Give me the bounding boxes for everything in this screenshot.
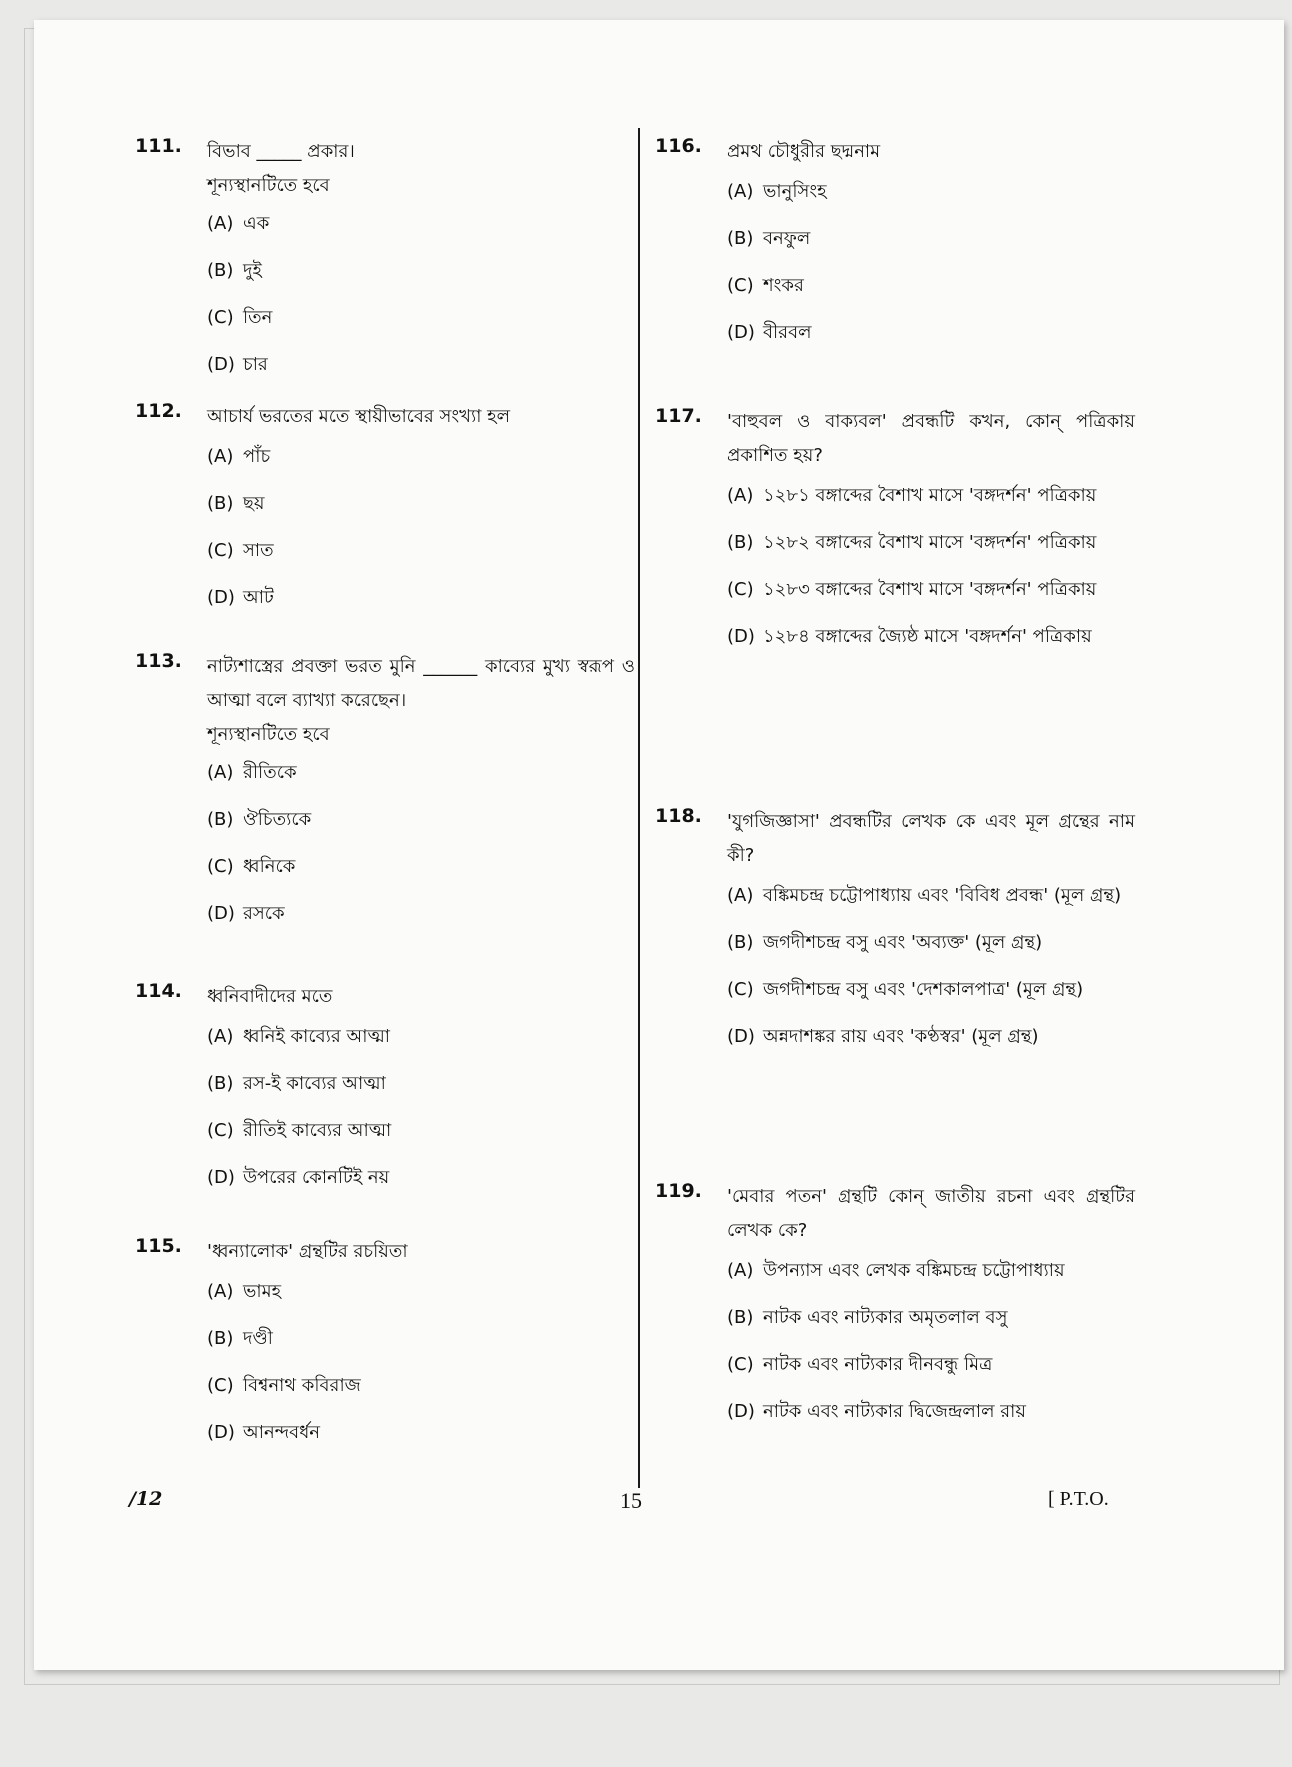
option-text: রস-ই কাব্যের আত্মা: [243, 1073, 386, 1094]
question-number: 112.: [135, 400, 182, 422]
question-text: বিভাব _____ প্রকার।: [207, 141, 355, 162]
question-number: 119.: [655, 1180, 702, 1202]
question-text: 'যুগজিজ্ঞাসা' প্রবন্ধটির লেখক কে এবং মূল গ্রন্থের নাম কী?: [727, 811, 1135, 866]
option-text: ধ্বনিকে: [243, 856, 296, 877]
option-d[interactable]: [727, 622, 1135, 652]
option-text: রীতিই কাব্যের আত্মা: [243, 1120, 392, 1141]
option-text: ১২৮৪ বঙ্গাব্দের জ্যৈষ্ঠ মাসে 'বঙ্গদর্শন' পত্রিকায়: [763, 626, 1092, 647]
option-label: (D): [207, 1422, 235, 1443]
option-label: (B): [727, 1307, 754, 1328]
option-label: (A): [207, 762, 234, 783]
options: [207, 758, 635, 929]
option-label: (C): [207, 307, 234, 328]
option-text: তিন: [243, 307, 273, 328]
option-label: (C): [207, 1375, 234, 1396]
option-text: চার: [243, 354, 268, 375]
option-c[interactable]: [207, 852, 635, 882]
option-text: ১২৮২ বঙ্গাব্দের বৈশাখ মাসে 'বঙ্গদর্শন' পত্রিকায়: [763, 532, 1097, 553]
question-text: 'বাহুবল ও বাক্যবল' প্রবন্ধটি কখন, কোন্ পত্রিকায় প্রকাশিত হয়?: [727, 411, 1135, 466]
option-text: শংকর: [763, 275, 804, 296]
question-note: শূন্যস্থানটিতে হবে: [207, 175, 330, 196]
options: [727, 177, 1135, 348]
option-label: (C): [207, 540, 234, 561]
option-text: ভানুসিংহ: [763, 181, 827, 202]
question-118: [655, 805, 1135, 1180]
option-text: ছয়: [243, 493, 265, 514]
option-c[interactable]: [727, 575, 1135, 605]
question-text: নাট্যশাস্ত্রের প্রবক্তা ভরত মুনি ______ কাব্যের মুখ্য স্বরূপ ও আত্মা বলে ব্যাখ্যা করেছেন।: [207, 656, 635, 711]
option-label: (B): [207, 493, 234, 514]
option-text: বিশ্বনাথ কবিরাজ: [243, 1375, 361, 1396]
option-label: (D): [207, 354, 235, 375]
option-label: (C): [727, 979, 754, 1000]
option-label: (A): [207, 446, 234, 467]
option-label: (B): [207, 1073, 234, 1094]
question-text: ধ্বনিবাদীদের মতে: [207, 986, 333, 1007]
question-119: [655, 1180, 1135, 1427]
right-column: [655, 135, 1135, 1444]
option-label: (D): [207, 587, 235, 608]
option-label: (D): [727, 1026, 755, 1047]
options: [727, 1256, 1135, 1427]
question-text: 'ধ্বন্যালোক' গ্রন্থটির রচয়িতা: [207, 1241, 408, 1262]
option-a[interactable]: [207, 758, 635, 788]
option-text: নাটক এবং নাট্যকার দ্বিজেন্দ্রলাল রায়: [763, 1401, 1026, 1422]
question-116: [655, 135, 1135, 405]
question-number: 118.: [655, 805, 702, 827]
option-text: বঙ্কিমচন্দ্র চট্টোপাধ্যায় এবং 'বিবিধ প্রবন্ধ' (মূল গ্রন্থ): [763, 885, 1122, 906]
question-text: প্রমথ চৌধুরীর ছদ্মনাম: [727, 141, 881, 162]
options: [207, 1277, 635, 1448]
option-text: ১২৮১ বঙ্গাব্দের বৈশাখ মাসে 'বঙ্গদর্শন' পত্রিকায়: [763, 485, 1097, 506]
question-number: 117.: [655, 405, 702, 427]
option-a[interactable]: [727, 881, 1135, 911]
option-text: এক: [243, 213, 270, 234]
option-d[interactable]: [207, 899, 635, 929]
left-column: [135, 135, 635, 1465]
option-label: (A): [727, 485, 754, 506]
option-text: জগদীশচন্দ্র বসু এবং 'অব্যক্ত' (মূল গ্রন্থ): [763, 932, 1043, 953]
option-label: (B): [207, 809, 234, 830]
question-112: [135, 400, 635, 650]
option-text: নাটক এবং নাট্যকার দীনবন্ধু মিত্র: [763, 1354, 993, 1375]
option-text: ঔচিত্যকে: [243, 809, 312, 830]
option-b[interactable]: [207, 256, 635, 286]
option-text: উপন্যাস এবং লেখক বঙ্কিমচন্দ্র চট্টোপাধ্যায়: [763, 1260, 1065, 1281]
option-b[interactable]: [727, 224, 1135, 254]
option-c[interactable]: [727, 271, 1135, 301]
options: [207, 442, 635, 613]
option-a[interactable]: [727, 177, 1135, 207]
option-text: রীতিকে: [243, 762, 297, 783]
option-c[interactable]: [207, 1116, 635, 1146]
option-text: ভামহ: [243, 1281, 282, 1302]
question-number: 111.: [135, 135, 182, 157]
option-label: (A): [727, 181, 754, 202]
option-label: (A): [207, 1281, 234, 1302]
column-divider: [638, 128, 640, 1488]
question-111: [135, 135, 635, 400]
question-text: 'মেবার পতন' গ্রন্থটি কোন্ জাতীয় রচনা এবং গ্রন্থটির লেখক কে?: [727, 1186, 1135, 1241]
option-text: বীরবল: [763, 322, 812, 343]
option-a[interactable]: [207, 442, 635, 472]
option-a[interactable]: [727, 1256, 1135, 1286]
option-label: (B): [727, 532, 754, 553]
option-d[interactable]: [207, 350, 635, 380]
option-label: (A): [207, 213, 234, 234]
option-label: (C): [207, 1120, 234, 1141]
pto-label: [ P.T.O.: [1048, 1488, 1109, 1510]
option-label: (C): [727, 1354, 754, 1375]
option-c[interactable]: [727, 1350, 1135, 1380]
option-label: (B): [207, 1328, 234, 1349]
option-c[interactable]: [207, 303, 635, 333]
option-label: (A): [727, 885, 754, 906]
options: [727, 481, 1135, 652]
question-number: 115.: [135, 1235, 182, 1257]
question-113: [135, 650, 635, 980]
option-label: (A): [727, 1260, 754, 1281]
question-114: [135, 980, 635, 1235]
option-c[interactable]: [207, 1371, 635, 1401]
option-label: (C): [727, 579, 754, 600]
question-number: 113.: [135, 650, 182, 672]
option-a[interactable]: [207, 209, 635, 239]
question-117: [655, 405, 1135, 805]
option-text: আনন্দবর্ধন: [243, 1422, 321, 1443]
question-note: শূন্যস্থানটিতে হবে: [207, 724, 330, 745]
option-d[interactable]: [207, 1418, 635, 1448]
option-b[interactable]: [207, 489, 635, 519]
option-a[interactable]: [207, 1277, 635, 1307]
option-text: দুই: [243, 260, 262, 281]
option-b[interactable]: [727, 528, 1135, 558]
option-a[interactable]: [207, 1022, 635, 1052]
option-d[interactable]: [207, 1163, 635, 1193]
option-text: ধ্বনিই কাব্যের আত্মা: [243, 1026, 391, 1047]
option-label: (C): [727, 275, 754, 296]
question-number: 114.: [135, 980, 182, 1002]
option-label: (D): [727, 1401, 755, 1422]
option-c[interactable]: [727, 975, 1135, 1005]
option-text: সাত: [243, 540, 274, 561]
page-number: 15: [620, 1488, 642, 1513]
option-label: (D): [727, 322, 755, 343]
question-number: 116.: [655, 135, 702, 157]
option-b[interactable]: [207, 1069, 635, 1099]
option-c[interactable]: [207, 536, 635, 566]
option-d[interactable]: [727, 1022, 1135, 1052]
option-label: (A): [207, 1026, 234, 1047]
options: [727, 881, 1135, 1052]
option-text: আট: [243, 587, 274, 608]
option-text: বনফুল: [763, 228, 811, 249]
option-label: (D): [207, 1167, 235, 1188]
option-label: (D): [207, 903, 235, 924]
option-d[interactable]: [207, 583, 635, 613]
option-d[interactable]: [727, 318, 1135, 348]
option-label: (C): [207, 856, 234, 877]
option-text: রসকে: [243, 903, 285, 924]
option-label: (B): [727, 228, 754, 249]
option-text: ১২৮৩ বঙ্গাব্দের বৈশাখ মাসে 'বঙ্গদর্শন' পত্রিকায়: [763, 579, 1097, 600]
option-b[interactable]: [207, 805, 635, 835]
option-text: জগদীশচন্দ্র বসু এবং 'দেশকালপাত্র' (মূল গ্রন্থ): [763, 979, 1084, 1000]
question-text: আচার্য ভরতের মতে স্থায়ীভাবের সংখ্যা হল: [207, 406, 511, 427]
option-text: পাঁচ: [243, 446, 271, 467]
option-a[interactable]: [727, 481, 1135, 511]
options: [207, 209, 635, 380]
option-text: নাটক এবং নাট্যকার অমৃতলাল বসু: [763, 1307, 1008, 1328]
option-label: (D): [727, 626, 755, 647]
question-115: [135, 1235, 635, 1448]
option-b[interactable]: [727, 928, 1135, 958]
option-label: (B): [727, 932, 754, 953]
option-text: অন্নদাশঙ্কর রায় এবং 'কণ্ঠস্বর' (মূল গ্রন্থ): [763, 1026, 1039, 1047]
option-b[interactable]: [207, 1324, 635, 1354]
options: [207, 1022, 635, 1193]
option-text: উপরের কোনটিই নয়: [243, 1167, 390, 1188]
option-d[interactable]: [727, 1397, 1135, 1427]
option-b[interactable]: [727, 1303, 1135, 1333]
option-text: দণ্ডী: [243, 1328, 273, 1349]
booklet-code: /12: [129, 1488, 163, 1510]
option-label: (B): [207, 260, 234, 281]
